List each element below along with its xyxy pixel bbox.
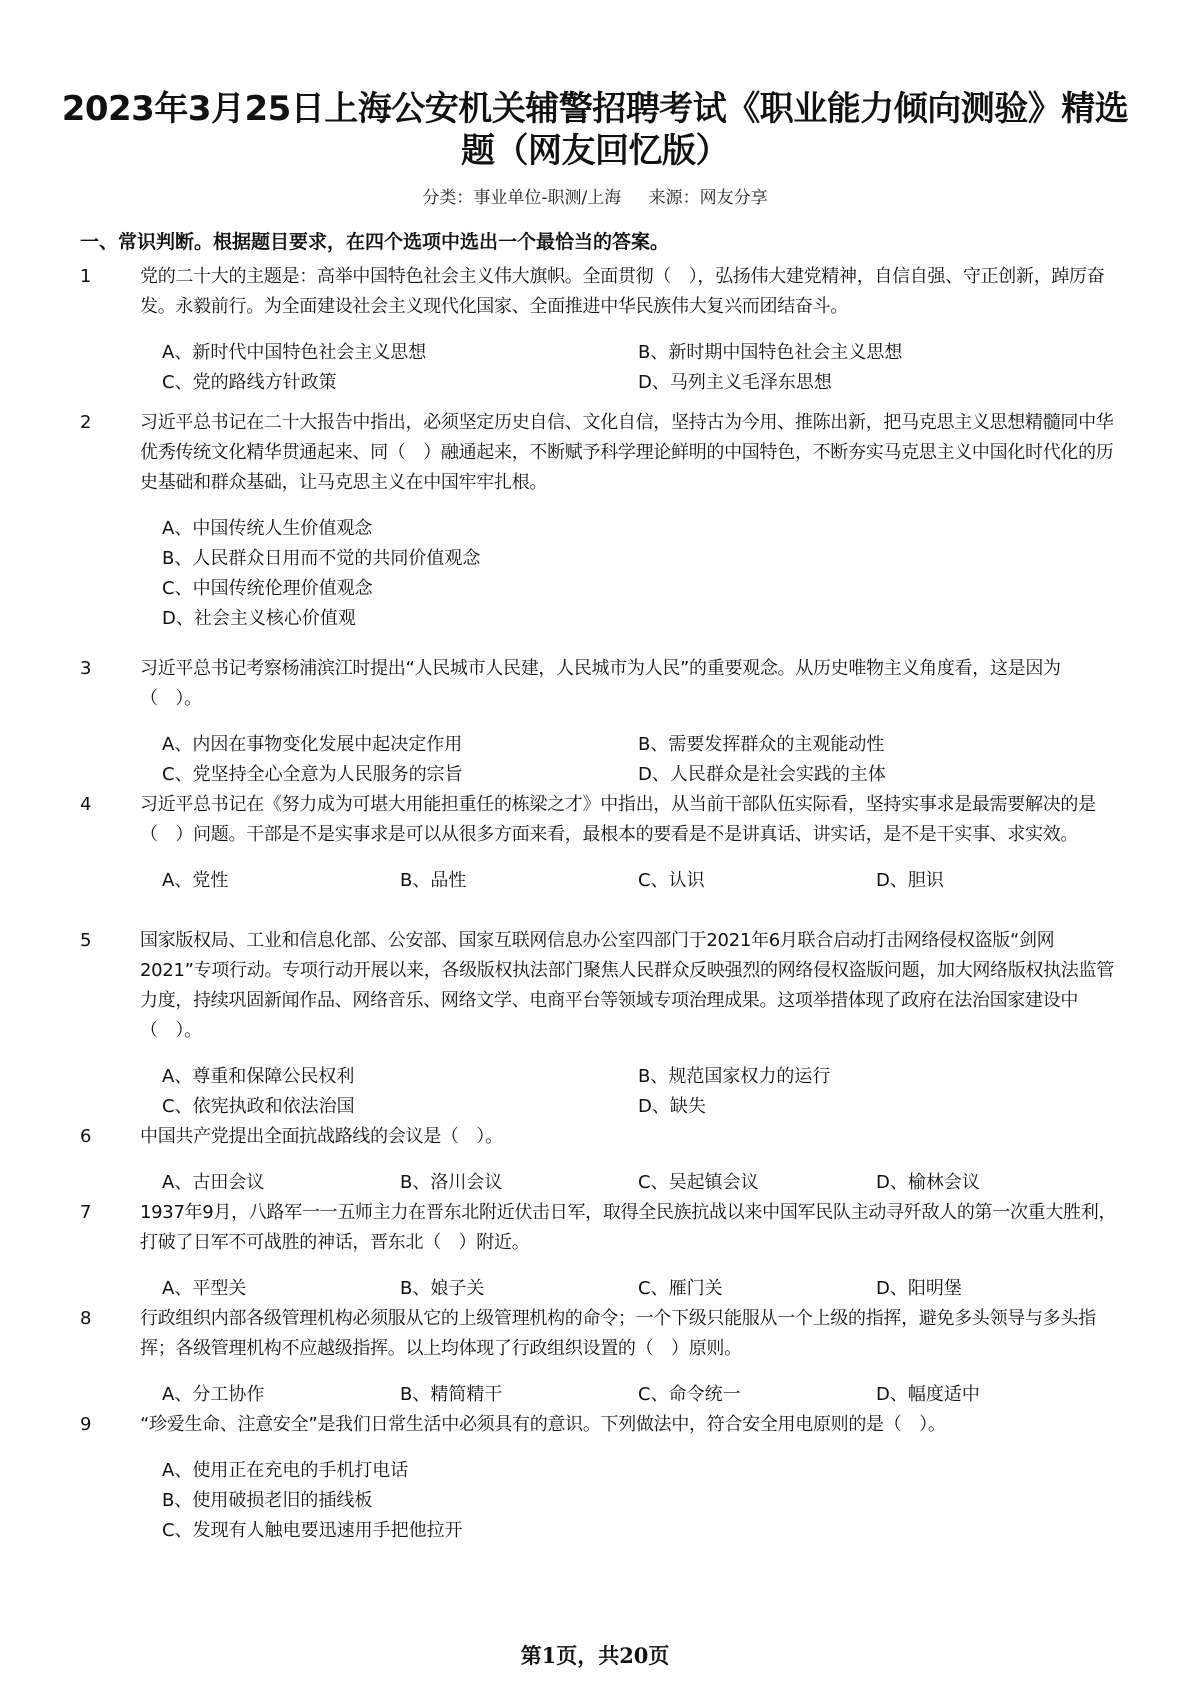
option-list — [162, 338, 1120, 398]
option-a: A、平型关 — [162, 1278, 247, 1299]
option-list — [162, 514, 1120, 634]
option-c: C、命令统一 — [638, 1384, 741, 1405]
option-a: A、分工协作 — [162, 1384, 265, 1405]
option-b: B、需要发挥群众的主观能动性 — [638, 734, 885, 755]
option-c: C、吴起镇会议 — [638, 1172, 759, 1193]
option-a: A、中国传统人生价值观念 — [162, 518, 373, 539]
option-list — [162, 730, 1120, 790]
question-item — [80, 1122, 1120, 1198]
option-list — [162, 866, 1120, 896]
option-d: D、缺失 — [638, 1096, 706, 1117]
question-stem: 习近平总书记考察杨浦滨江时提出“人民城市人民建，人民城市为人民”的重要观念。从历史唯物主义角度看，这是因为（ ）。 — [140, 658, 1061, 709]
option-c: C、发现有人触电要迅速用手把他拉开 — [162, 1520, 463, 1541]
question-item — [80, 1198, 1120, 1304]
source-label: 来源：网友分享 — [648, 188, 768, 208]
category-label: 分类：事业单位-职测/上海 — [422, 188, 622, 208]
question-item — [80, 408, 1120, 654]
option-list — [162, 1380, 1120, 1410]
option-d: D、社会主义核心价值观 — [162, 608, 356, 629]
option-b: B、洛川会议 — [400, 1172, 503, 1193]
question-item — [80, 790, 1120, 926]
question-number: 6 — [80, 1126, 92, 1147]
question-stem: 国家版权局、工业和信息化部、公安部、国家互联网信息办公室四部门于2021年6月联合启动打击网络侵权盗版“剑网2021”专项行动。专项行动开展以来，各级版权执法部门聚焦人民群众反映强烈的网络侵权盗版问题，加大网络版权执法监管力度，持续巩固新闻作品、网络音乐、网络文学、电商平台等领域专项治理成果。这项举措体现了政府在法治国家建设中（ ）。 — [140, 930, 1115, 1041]
question-stem: 党的二十大的主题是：高举中国特色社会主义伟大旗帜。全面贯彻（ ），弘扬伟大建党精神，自信自强、守正创新，踔厉奋发。永毅前行。为全面建设社会主义现代化国家、全面推进中华民族伟大复兴而团结奋斗。 — [140, 266, 1105, 317]
option-a: A、古田会议 — [162, 1172, 265, 1193]
option-d: D、榆林会议 — [876, 1172, 980, 1193]
question-number: 1 — [80, 266, 92, 287]
option-a: A、内因在事物变化发展中起决定作用 — [162, 734, 463, 755]
option-a: A、使用正在充电的手机打电话 — [162, 1460, 409, 1481]
question-number: 5 — [80, 930, 92, 951]
option-b: B、新时期中国特色社会主义思想 — [638, 342, 903, 363]
option-c: C、依宪执政和依法治国 — [162, 1096, 355, 1117]
option-list — [162, 1168, 1120, 1198]
option-d: D、人民群众是社会实践的主体 — [638, 764, 886, 785]
question-item — [80, 1410, 1120, 1576]
option-b: B、使用破损老旧的插线板 — [162, 1490, 373, 1511]
question-number: 7 — [80, 1202, 92, 1223]
option-b: B、精简精干 — [400, 1384, 503, 1405]
option-b: B、娘子关 — [400, 1278, 485, 1299]
question-item — [80, 926, 1120, 1122]
option-d: D、幅度适中 — [876, 1384, 980, 1405]
question-stem: “珍爱生命、注意安全”是我们日常生活中必须具有的意识。下列做法中，符合安全用电原则的是（ ）。 — [140, 1414, 946, 1435]
question-list — [80, 262, 1120, 1576]
question-number: 8 — [80, 1308, 92, 1329]
question-number: 9 — [80, 1414, 92, 1435]
question-item — [80, 262, 1120, 408]
page-title: 2023年3月25日上海公安机关辅警招聘考试《职业能力倾向测验》精选题（网友回忆版） — [61, 89, 1129, 171]
option-c: C、雁门关 — [638, 1278, 723, 1299]
question-number: 4 — [80, 794, 92, 815]
question-item — [80, 654, 1120, 790]
question-stem: 中国共产党提出全面抗战路线的会议是（ ）。 — [140, 1126, 503, 1147]
question-stem: 习近平总书记在二十大报告中指出，必须坚定历史自信、文化自信，坚持古为今用、推陈出新，把马克思主义思想精髓同中华优秀传统文化精华贯通起来、同（ ）融通起来，不断赋予科学理论鲜明的中国特色，不断夯实马克思主义中国化时代化的历史基础和群众基础，让马克思主义在中国牢牢扎根。 — [140, 412, 1114, 493]
option-c: C、认识 — [638, 870, 705, 891]
option-list — [162, 1062, 1120, 1122]
question-item — [80, 1304, 1120, 1410]
option-a: A、党性 — [162, 870, 229, 891]
document-meta — [60, 186, 1130, 210]
option-a: A、新时代中国特色社会主义思想 — [162, 342, 427, 363]
option-d: D、胆识 — [876, 870, 944, 891]
page-footer: 第1页，共20页 — [520, 1643, 670, 1668]
option-d: D、阳明堡 — [876, 1278, 962, 1299]
option-b: B、规范国家权力的运行 — [638, 1066, 831, 1087]
option-d: D、马列主义毛泽东思想 — [638, 372, 832, 393]
question-number: 3 — [80, 658, 92, 679]
option-c: C、党坚持全心全意为人民服务的宗旨 — [162, 764, 463, 785]
option-b: B、人民群众日用而不觉的共同价值观念 — [162, 548, 481, 569]
option-c: C、中国传统伦理价值观念 — [162, 578, 373, 599]
option-c: C、党的路线方针政策 — [162, 372, 337, 393]
question-number: 2 — [80, 412, 92, 433]
option-b: B、品性 — [400, 870, 467, 891]
question-stem: 行政组织内部各级管理机构必须服从它的上级管理机构的命令；一个下级只能服从一个上级的指挥，避免多头领导与多头指挥；各级管理机构不应越级指挥。以上均体现了行政组织设置的（ ）原则。 — [140, 1308, 1096, 1359]
option-list — [162, 1274, 1120, 1304]
section-heading: 一、常识判断。根据题目要求，在四个选项中选出一个最恰当的答案。 — [80, 231, 670, 253]
question-stem: 习近平总书记在《努力成为可堪大用能担重任的栋梁之才》中指出，从当前干部队伍实际看，坚持实事求是最需要解决的是（ ）问题。干部是不是实事求是可以从很多方面来看，最根本的要看是不是讲真话、讲实话，是不是干实事、求实效。 — [140, 794, 1096, 845]
option-a: A、尊重和保障公民权利 — [162, 1066, 355, 1087]
option-list — [162, 1456, 1120, 1546]
question-stem: 1937年9月，八路军一一五师主力在晋东北附近伏击日军，取得全民族抗战以来中国军民队主动寻歼敌人的第一次重大胜利，打破了日军不可战胜的神话，晋东北（ ）附近。 — [140, 1202, 1117, 1253]
